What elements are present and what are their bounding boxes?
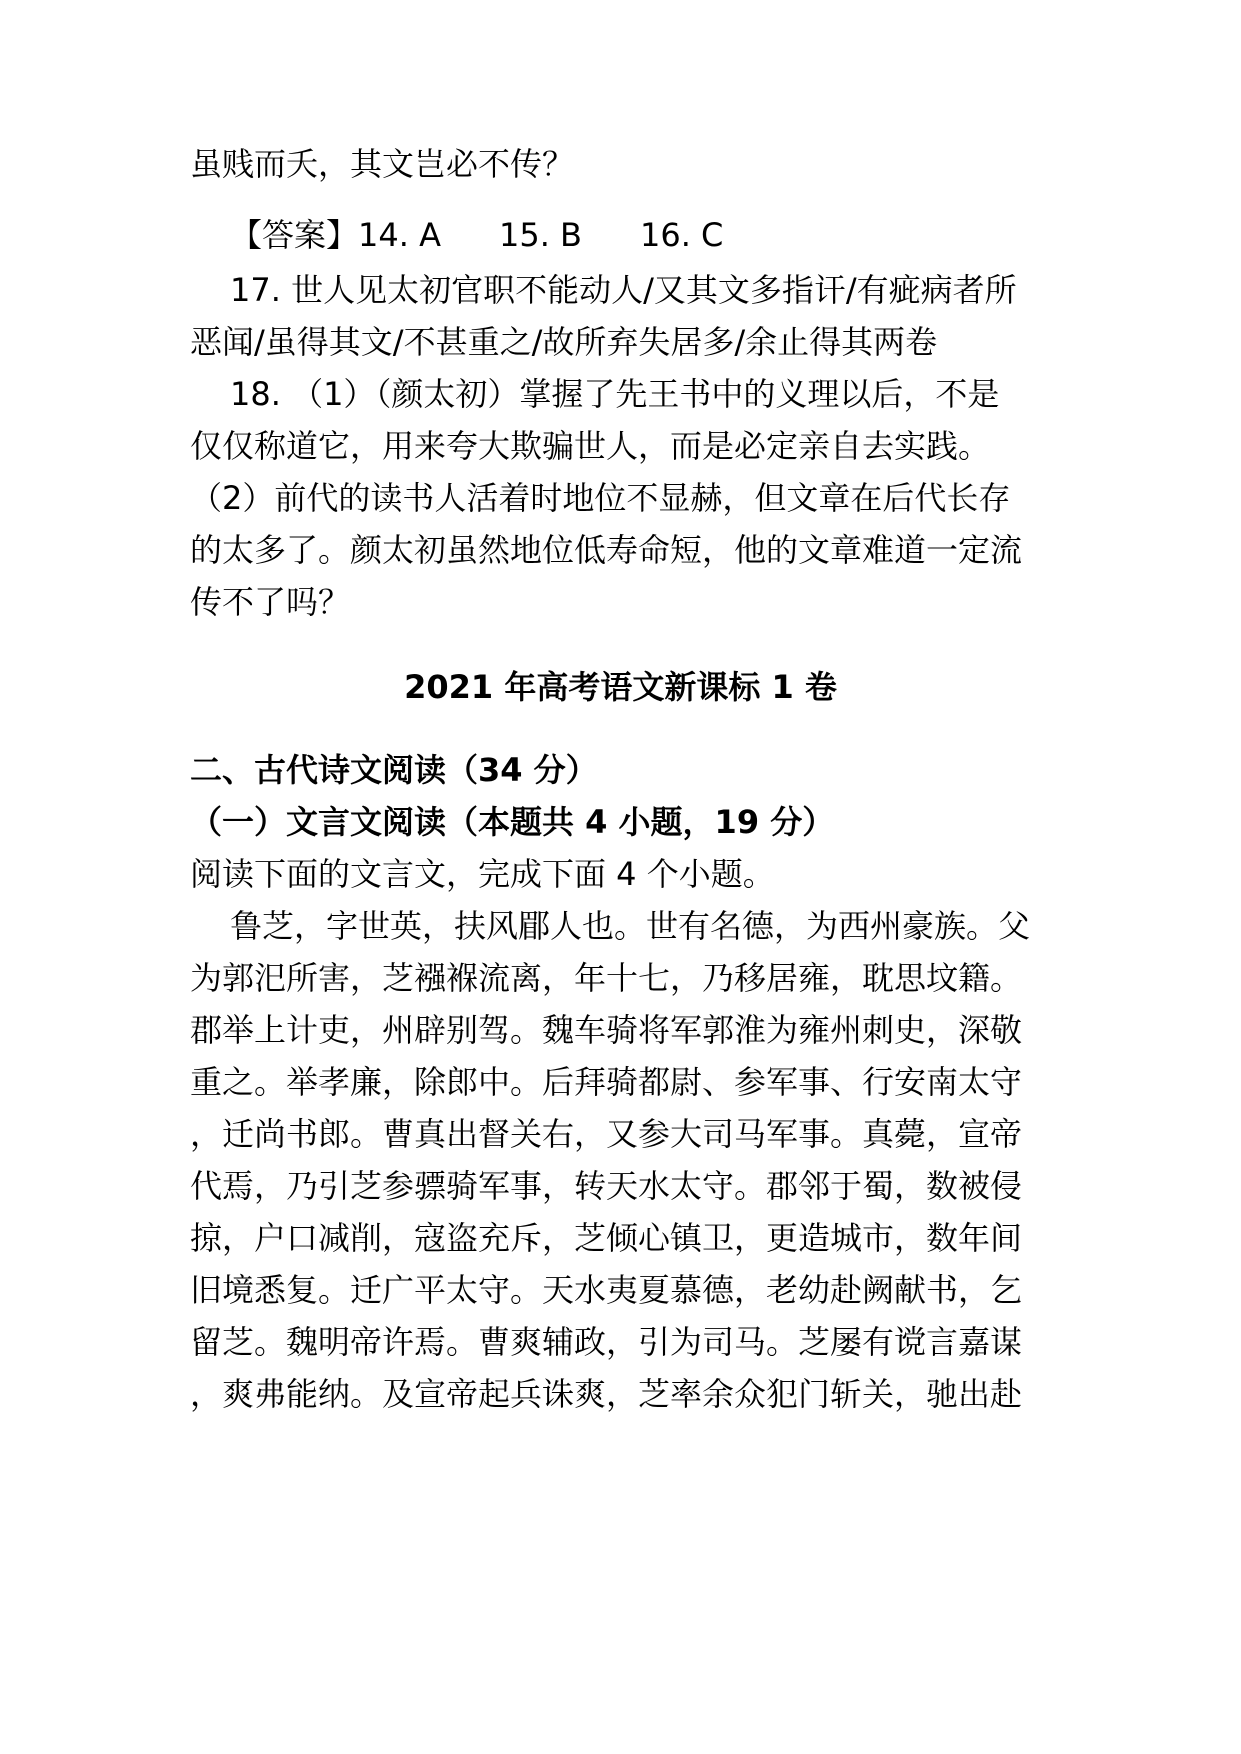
passage-line: 为郭汜所害，芝襁褓流离，年十七，乃移居雍，耽思坟籍。 [190, 959, 1023, 997]
passage-line: ，爽弗能纳。及宣帝起兵诛爽，芝率余众犯门斩关，驰出赴 [190, 1375, 1023, 1413]
q18-line: （2）前代的读书人活着时地位不显赫，但文章在后代长存 [190, 479, 1011, 517]
q18-line: 的太多了。颜太初虽然地位低寿命短，他的文章难道一定流 [190, 531, 1023, 569]
passage-line: 留芝。魏明帝许焉。曹爽辅政，引为司马。芝屡有谠言嘉谋 [190, 1323, 1023, 1361]
answer-item: 15. B [498, 216, 582, 254]
passage-line: ，迁尚书郎。曹真出督关右，又参大司马军事。真薨，宣帝 [190, 1115, 1023, 1153]
passage-line: 鲁芝，字世英，扶风郿人也。世有名德，为西州豪族。父 [230, 907, 1031, 945]
passage-line: 重之。举孝廉，除郎中。后拜骑都尉、参军事、行安南太守 [190, 1063, 1023, 1101]
answer-item: 14. A [358, 216, 441, 254]
passage-line: 旧境悉复。迁广平太守。天水夷夏慕德，老幼赴阙献书，乞 [190, 1271, 1023, 1309]
passage-line: 代焉，乃引芝参骠骑军事，转天水太守。郡邻于蜀，数被侵 [190, 1167, 1023, 1205]
passage-line: 掠，户口减削，寇盗充斥，芝倾心镇卫，更造城市，数年间 [190, 1219, 1023, 1257]
heading-classical-reading: （一）文言文阅读（本题共 4 小题，19 分） [190, 803, 835, 841]
q17-line: 17. 世人见太初官职不能动人/又其文多指讦/有疵病者所 [230, 271, 1017, 309]
answer-label: 【答案】 [230, 216, 359, 254]
instruction-text: 阅读下面的文言文，完成下面 4 个小题。 [190, 855, 775, 893]
q17-line: 恶闻/虽得其文/不甚重之/故所弃失居多/余止得其两卷 [190, 323, 938, 361]
q18-line: 18. （1）（颜太初）掌握了先王书中的义理以后，不是 [230, 375, 1000, 413]
q18-line: 传不了吗？ [190, 583, 351, 621]
section-title: 2021 年高考语文新课标 1 卷 [404, 668, 837, 706]
answer-item: 16. C [639, 216, 724, 254]
q18-line: 仅仅称道它，用来夸大欺骗世人，而是必定亲自去实践。 [190, 427, 991, 465]
answer-line [230, 213, 723, 257]
passage-line: 郡举上计吏，州辟别驾。魏车骑将军郭淮为雍州刺史，深敬 [190, 1011, 1023, 1049]
heading-ancient-poetry: 二、古代诗文阅读（34 分） [190, 751, 598, 789]
text-line: 虽贱而夭，其文岂必不传？ [190, 145, 575, 183]
